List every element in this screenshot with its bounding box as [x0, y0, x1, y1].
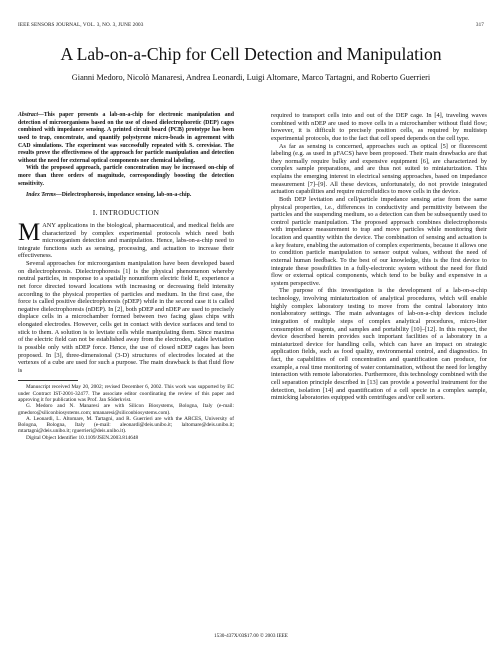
footnote-divider [18, 380, 78, 381]
footnote-affiliation-1: G. Medoro and N. Manaresi are with Silicon Biosystems, Bologna, Italy (e-mail: gmedoro@siliconbiosystems.com; nmanaresi@siliconbiosystems.com). [18, 403, 234, 416]
abstract-text: This paper presents a lab-on-a-chip for electronic manipulation and detection of microorganisms based on the use of closed dielectrophoretic (DEP) cages combined with impedance sensing. A printed circuit board (PCB) prototype has been used to trap, concentrate, and quantify polystyrene micro-beads in agreement with CAD simulations. The experiment was successfully repeated with S. cerevisiae. The results prove the effectiveness of the approach for particle manipulation and detection without the need for external optical components nor chemical labeling. [18, 112, 234, 164]
author-list: Gianni Medoro, Nicolò Manaresi, Andrea Leonardi, Luigi Altomare, Marco Tartagni, and Roberto Guerrieri [71, 73, 431, 82]
journal-header: IEEE SENSORS JOURNAL, VOL. 3, NO. 3, JUNE 2003 [18, 22, 144, 28]
abstract-second-paragraph: With the proposed approach, particle concentration may be increased on-chip of more than three orders of magnitude, correspondingly boosting the detection sensitivity. [18, 165, 234, 187]
footnote-affiliation-2: A. Leonardi, L. Altomare, M. Tartagni, and R. Guerrieri are with the ARCES, University of Bologna, Bologna, Italy (e-mail: aleonardi@deis.unibo.it; laltomare@deis.unibo.it; mtartagni@deis.unibo.it; rguerrieri@deis.unibo.it). [18, 415, 234, 435]
paper-title: A Lab-on-a-Chip for Cell Detection and Manipulation [60, 44, 442, 64]
copyright-footer: 1530-437X/03$17.00 © 2003 IEEE [214, 633, 288, 639]
drop-cap: M [18, 218, 41, 246]
intro-paragraph-1-text: ANY applications in the biological, pharmaceutical, and medical fields are characterized by complex experimental protocols which need both microorganism detection and manipulation. Hence, labs-on-a-chip need to integrate functions such as sensing, processing, and actuation to increase their effectiveness. [18, 221, 234, 260]
section-heading-introduction: I. INTRODUCTION [92, 207, 160, 217]
intro-paragraph-1 [18, 218, 234, 260]
page-number: 317 [475, 22, 484, 28]
abstract-lead: Abstract— [18, 112, 44, 118]
index-terms-lead: Index Terms— [26, 192, 62, 199]
footnote-doi: Digital Object Identifier 10.1109/JSEN.2003.814648 [26, 434, 139, 441]
body-paragraph-4: The purpose of this investigation is the development of a lab-on-a-chip technology, involving miniaturization of analytical procedures, which will enable highly complex laboratory testing to move from the central laboratory into nonlaboratory settings. The main advantages of lab-on-a-chip devices include integration of multiple steps of complex analytical procedures, micro-liter consumption of reagents, and samples and portability [10]–[12]. In this respect, the device described herein provides such important facilities of a laboratory in a miniaturized device for handling cells, which can have an impact on strategic application fields, such as food quality, environmental control, and diagnostics. In fact, the capabilities of cell concentration and quantification can produce, for example, a real time monitoring of water contamination, without the need for lengthy interaction with remote laboratories. Furthermore, this technology combined with the cell separation principle described in [13] can provide a powerful instrument for the detection, isolation [14] and quantification of a cell specie in a complex sample, mimicking laboratories equipped with centrifuges and/or cell sorters. [271, 287, 487, 402]
right-column [271, 112, 487, 402]
footnote-manuscript: Manuscript received May 20, 2002; revised December 6, 2002. This work was supported by EC under Contract IST-2001-32477. The associate editor coordinating the review of this paper and approving it for publication was Prof. Jan Söderkvist. [18, 384, 234, 403]
index-terms [18, 192, 234, 200]
body-paragraph-2: As far as sensing is concerned, approaches such as optical [5] or fluorescent labeling (e.g. as used in μFACS) have been proposed. Their main drawbacks are that they normally require bulky and expensive equipment [6], are characterized by complex sample preparations, and are thus not suited to miniaturization. This explains the emerging interest in electrical sensing approaches, based on impedance measurement [7]–[9]. All these devices, unfortunately, do not provide integrated actuation capabilities and require microfluidics to move cells in the device. [271, 142, 487, 196]
abstract [18, 112, 234, 165]
left-column [18, 112, 234, 441]
body-paragraph-3: Both DEP levitation and cell/particle impedance sensing arise from the same physical properties, i.e., differences in conductivity and permittivity between the particles and the suspending medium, so a detection can then be subsequently used to control particle manipulation. The proposed approach combines dielectrophoresis with impedance measurement to trap and move particles while monitoring their location and quantity within the device. The combination of sensing and actuation is a key feature, enabling the automation of complex experiments, because it allows one to condition particle manipulation to sensor output values, without the need of external human feedback. To the best of our knowledge, this is the first device to integrate these possibilities in a fully-electronic system without the need for fluid flow or external optical components, which tend to be bulky and expensive in a system perspective. [271, 195, 487, 287]
footnotes [18, 384, 234, 441]
index-terms-text: Dielectrophoresis, impedance sensing, lab-on-a-chip. [61, 192, 192, 199]
intro-paragraph-2: Several approaches for microorganism manipulation have been developed based on dielectrophoresis. Dielectrophoresis [1] is the physical phenomenon whereby neutral particles, in response to a spatially nonuniform electric field E, experience a net force directed toward locations with increasing or decreasing field intensity according to the physical properties of particles and medium. In the first case, the force is called positive dielectrophoresis (pDEP) while in the second case it is called negative dielectrophoresis (nDEP). In [2], both pDEP and nDEP are used to precisely displace cells in a microchamber formed between two facing glass chips with elongated electrodes. However, cells get in contact with device surfaces and tend to stick to them. A solution is to levitate cells while manipulating them. Since maxima of the electric field can not be established away from the electrodes, stable levitation is possible only with nDEP force. Hence, the use of closed nDEP cages has been proposed. In [3], three-dimensional (3-D) structures of electrodes located at the vertexes of a cube are used for such a purpose. The main drawback is that fluid flow is [18, 260, 234, 374]
body-paragraph-1: required to transport cells into and out of the DEP cage. In [4], traveling waves combined with nDEP are used to move cells in a microchamber without fluid flow; however, it is difficult to precisely position cells, as required by multistep experimental protocols, due to the fact that cell speed depends on the cell type. [271, 112, 487, 142]
